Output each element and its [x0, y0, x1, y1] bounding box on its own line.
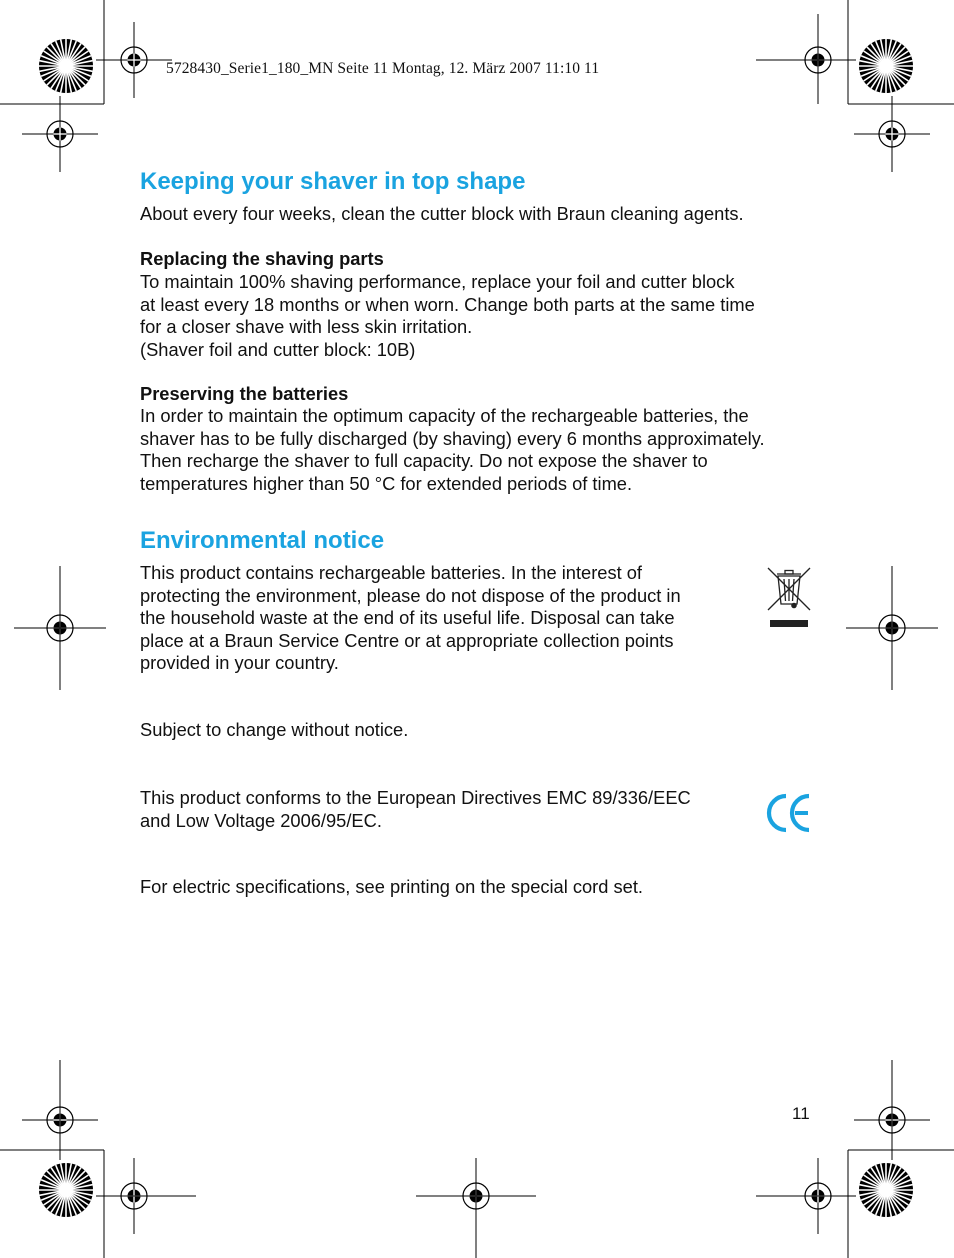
registration-star-icon — [39, 39, 93, 93]
batteries-subheading: Preserving the batteries — [140, 383, 349, 404]
care-intro: About every four weeks, clean the cutter block with Braun cleaning agents. — [140, 203, 744, 224]
registration-crosshair-icon — [854, 96, 930, 172]
ce-mark-icon — [766, 792, 812, 834]
print-slug-line: 5728430_Serie1_180_MN Seite 11 Montag, 12. März 2007 11:10 11 — [166, 60, 600, 77]
registration-crosshair-icon — [22, 96, 98, 172]
replacing-subheading: Replacing the shaving parts — [140, 248, 384, 269]
registration-crosshair-icon — [96, 22, 172, 98]
registration-star-icon — [39, 1163, 93, 1217]
change-notice: Subject to change without notice. — [140, 719, 409, 740]
batteries-paragraph: In order to maintain the optimum capacity of the rechargeable batteries, the shaver has to be fully discharged (by shaving) every 6 months approximately. Then recharge the shaver to full capacity. Do not expose the shaver to temperatures higher than 50 °C for extended periods of time. — [140, 405, 765, 494]
registration-star-icon — [859, 39, 913, 93]
conformity-paragraph: This product conforms to the European Directives EMC 89/336/EEC and Low Voltage 2006/95/EC. — [140, 787, 691, 831]
crossed-out-wheelie-bin-icon — [766, 566, 812, 630]
environment-paragraph: This product contains rechargeable batteries. In the interest of protecting the environment, please do not dispose of the product in the household waste at the end of its useful life. Disposal can take place at a Braun Service Centre or at appropriate collection points provided in your country. — [140, 562, 681, 673]
electric-spec-note: For electric specifications, see printing on the special cord set. — [140, 876, 643, 897]
replacing-paragraph: To maintain 100% shaving performance, replace your foil and cutter block at least every 18 months or when worn. Change both parts at the same time for a closer shave with less skin irritation. (Shaver foil and cutter block: 10B) — [140, 271, 755, 360]
care-heading: Keeping your shaver in top shape — [140, 168, 526, 195]
environment-heading: Environmental notice — [140, 527, 385, 554]
page-number: 11 — [792, 1104, 810, 1123]
registration-star-icon — [859, 1163, 913, 1217]
